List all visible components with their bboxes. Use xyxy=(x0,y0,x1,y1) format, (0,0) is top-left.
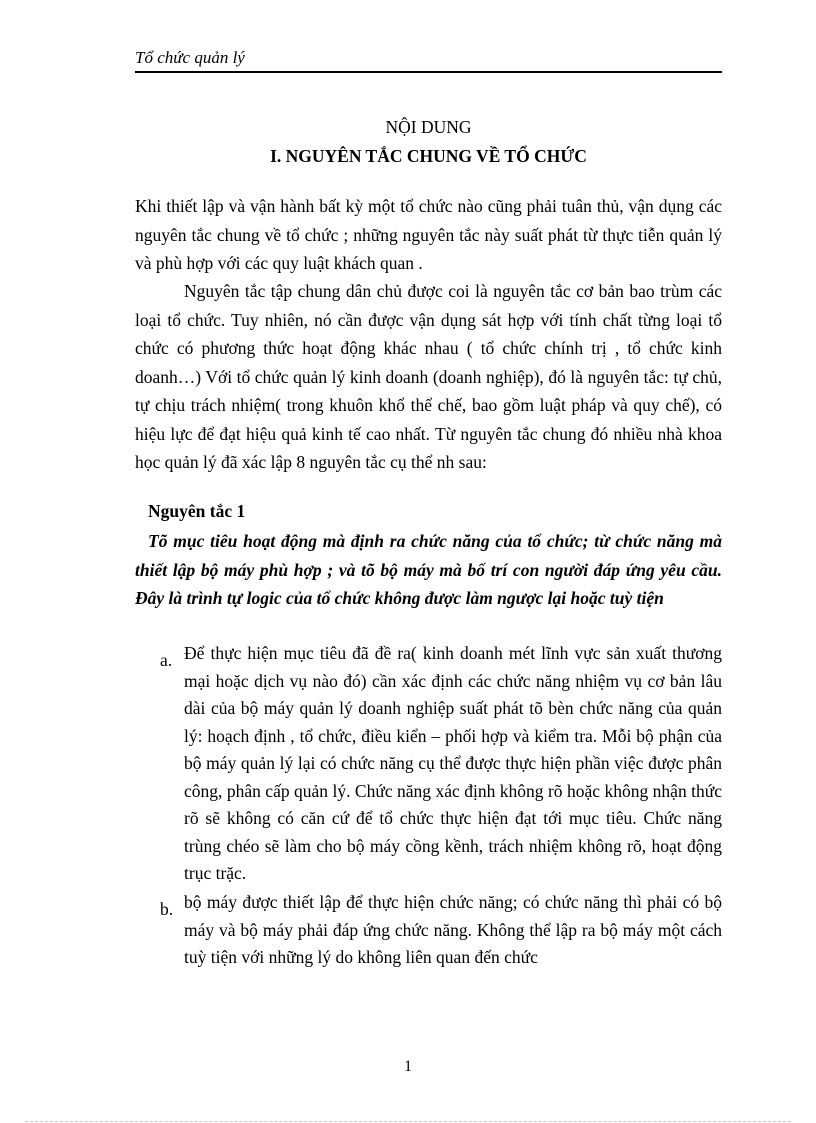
content-heading: NỘI DUNG xyxy=(385,117,472,137)
section-title: I. NGUYÊN TẮC CHUNG VỀ TỔ CHỨC xyxy=(270,146,587,166)
page-bottom-divider xyxy=(25,1121,791,1122)
list-marker-a: a. xyxy=(160,650,173,670)
page-number: 1 xyxy=(404,1058,412,1075)
running-header: Tổ chức quản lý xyxy=(135,48,245,67)
rule-label: Nguyên tắc 1 xyxy=(148,501,246,521)
header-divider xyxy=(135,71,722,73)
list-item-b-text: bộ máy được thiết lập để thực hiện chức năng; có chức năng thì phải có bộ máy và bộ máy phải đáp ứng chức năng. Không thể lập ra bộ máy một cách tuỳ tiện với những lý do không liên quan đến chức xyxy=(184,892,722,967)
principle-paragraph: Nguyên tắc tập chung dân chủ được coi là nguyên tắc cơ bản bao trùm các loại tổ chức. Tuy nhiên, nó cần được vận dụng sát hợp với tính chất từng loại tổ chức có phương thức hoạt động khác nhau ( tổ chức chính trị , tổ chức kinh doanh…) Với tổ chức quản lý kinh doanh (doanh nghiệp), đó là nguyên tắc: tự chủ, tự chịu trách nhiệm( trong khuôn khổ thể chế, bao gồm luật pháp và quy chế), có hiệu lực để đạt hiệu quả kinh tế cao nhất. Từ nguyên tắc chung đó nhiều nhà khoa học quản lý đã xác lập 8 nguyên tắc cụ thể nh sau: xyxy=(135,281,722,472)
list-item-a-text: Để thực hiện mục tiêu đã đề ra( kinh doanh mét lĩnh vực sản xuất thương mại hoặc dịch vụ nào đó) cần xác định các chức năng nhiệm vụ cơ bản lâu dài của bộ máy quản lý doanh nghiệp suất phát tõ bèn chức năng của quản lý: hoạch định , tổ chức, điều kiển – phối hợp và kiểm tra. Mỗi bộ phận của bộ máy quản lý lại có chức năng cụ thể được thực hiện phần việc được phân công, phân cấp quản lý. Chức năng xác định không rõ hoặc không nhận thức rõ sẽ không có căn cứ để tổ chức thực hiện đạt tới mục tiêu. Chức năng trùng chéo sẽ làm cho bộ máy cồng kềnh, trách nhiệm không rõ, hoạt động trục trặc. xyxy=(184,643,722,883)
intro-paragraph: Khi thiết lập và vận hành bất kỳ một tổ chức nào cũng phải tuân thủ, vận dụng các nguyên tắc chung về tổ chức ; những nguyên tắc này suất phát từ thực tiễn quản lý và phù hợp với các quy luật khách quan . xyxy=(135,196,722,273)
list-marker-b: b. xyxy=(160,899,174,919)
rule-statement: Tõ mục tiêu hoạt động mà định ra chức năng của tổ chức; từ chức năng mà thiết lập bộ máy phù hợp ; và tõ bộ máy mà bố trí con người đáp ứng yêu cầu. Đây là trình tự logic của tổ chức không được làm ngược lại hoặc tuỳ tiện xyxy=(135,531,722,608)
